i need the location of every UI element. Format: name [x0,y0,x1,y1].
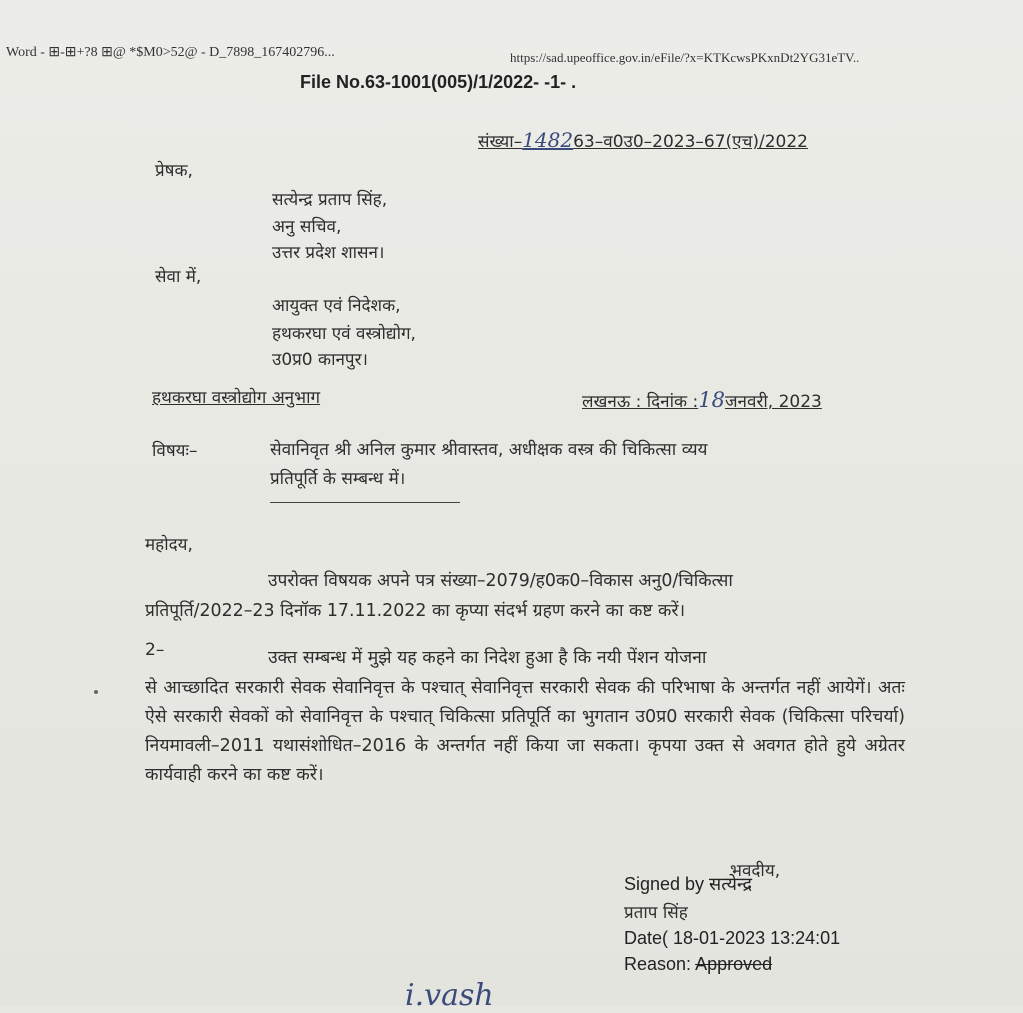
signer-name-line-2: प्रताप सिंह [624,903,688,923]
print-header-left: Word - ⊞-⊞+?8 ⊞@ *$M0>52@ - D_7898_167402796... [6,45,335,60]
sender-label: प्रेषक, [155,161,193,181]
salutation: महोदय, [145,535,193,555]
print-header-url: https://sad.upeoffice.gov.in/eFile/?x=KTKcwsPKxnDt2YG31eTV.. [510,50,860,65]
closing-bhavdiya: भवदीय, [730,861,781,881]
signature-date-value: 18-01-2023 13:24:01 [673,928,841,948]
signature-reason-label: Reason: [624,954,692,974]
sender-line-3: उत्तर प्रदेश शासन। [272,243,385,263]
para2-line-1: उक्त सम्बन्ध में मुझे यह कहने का निदेश हुआ है कि नयी पेंशन योजना [268,648,707,668]
para1-line-1: उपरोक्त विषयक अपने पत्र संख्या–2079/ह0क0–विकास अनु0/चिकित्सा [268,571,733,591]
reference-prefix: संख्या– [478,132,523,152]
handwritten-day: 18 [698,388,725,412]
subject-line-2: प्रतिपूर्ति के सम्बन्ध में। [270,469,406,489]
letter-date [582,388,822,412]
file-number: File No.63-1001(005)/1/2022- -1- . [300,72,577,92]
signature-reason [624,954,772,975]
para2-number: 2– [145,640,165,660]
subject-underline [270,502,460,503]
para1-line-2: प्रतिपूर्ति/2022–23 दिनॉक 17.11.2022 का कृप्या संदर्भ ग्रहण करने का कष्ट करें। [145,601,686,621]
date-suffix: जनवरी, 2023 [724,392,822,412]
date-prefix: लखनऊ : दिनांक : [582,392,699,412]
recipient-line-2: हथकरघा एवं वस्त्रोद्योग, [272,324,416,344]
sender-line-1: सत्येन्द्र प्रताप सिंह, [272,190,388,210]
signature-date-label: Date( [624,928,669,948]
paper-speck [94,690,98,694]
signature-date [624,928,840,949]
subject-line-1: सेवानिवृत श्री अनिल कुमार श्रीवास्तव, अधीक्षक वस्त्र की चिकित्सा व्यय [270,440,708,460]
handwritten-initials: i.vash [405,978,494,1013]
recipient-label: सेवा में, [155,267,202,287]
recipient-line-3: उ0प्र0 कानपुर। [272,350,368,370]
section-name: हथकरघा वस्त्रोद्योग अनुभाग [152,388,321,408]
para2-body: से आच्छादित सरकारी सेवक सेवानिवृत्त के पश्चात् सेवानिवृत्त सरकारी सेवक की परिभाषा के अन्तर्गत नहीं आयेगें। अतः ऐसे सरकारी सेवकों को सेवानिवृत्त के पश्चात् चिकित्सा प्रतिपूर्ति का भुगतान उ0प्र0 सरकारी सेवक (चिकित्सा परिचर्या) नियमावली–2011 यथासंशोधित–2016 के अन्तर्गत नहीं किया जा सकता। कृपया उक्त से अवगत होते हुये अग्रेतर कार्यवाही करने का कष्ट करें। [145,678,905,785]
recipient-line-1: आयुक्त एवं निदेशक, [272,296,401,316]
sender-line-2: अनु सचिव, [272,217,342,237]
signature-reason-value: Approved [695,954,773,974]
signed-by: Signed by सत्येन्द्र [624,874,753,894]
handwritten-number: 1482 [522,128,574,152]
subject-label: विषयः– [152,441,198,461]
reference-suffix: 63–व0उ0–2023–67(एच)/2022 [573,132,808,152]
reference-number [478,128,808,152]
